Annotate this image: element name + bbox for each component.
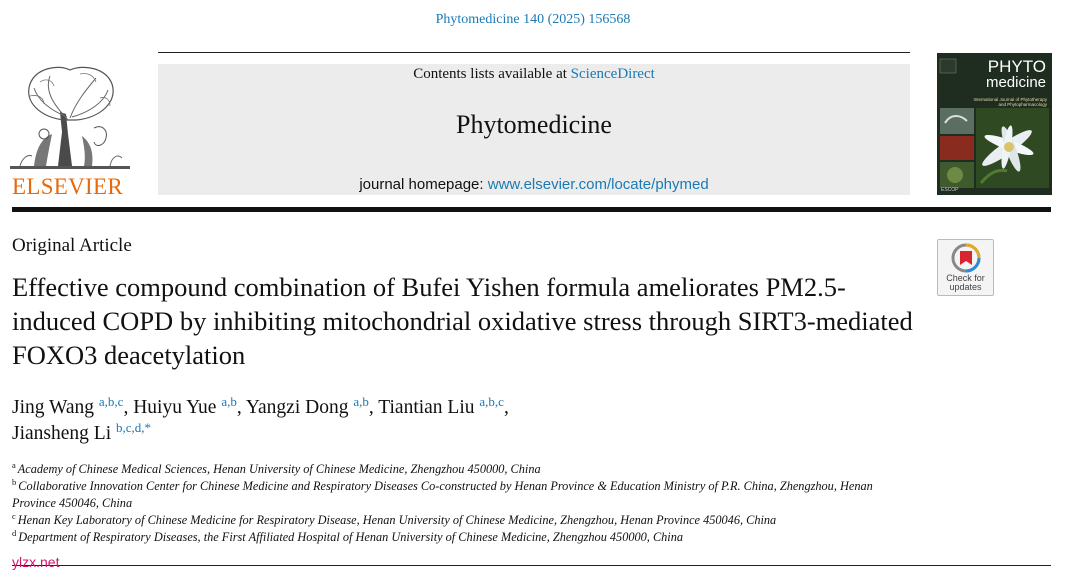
check-for-updates-button[interactable] (937, 239, 994, 296)
affiliation-item: $^c$ Henan Key Laboratory of Chinese Medicine for Respiratory Disease, Henan University of Chinese Medicine, Zhengzhou, Henan Province 450046, China (12, 511, 777, 527)
elsevier-logo[interactable] (10, 62, 132, 198)
contents-line (158, 66, 910, 83)
check-for-updates-label: Check for updates (946, 273, 985, 292)
article-title: Effective compound combination of Bufei Yishen formula ameliorates PM2.5-induced COPD by inhibiting mitochondrial oxidative stress through SIRT3-mediated FOXO3 deacetylation (12, 272, 913, 370)
cover-subtitle: International Journal of Phytotherapy and Phytopharmacology (973, 97, 1047, 107)
affiliation-item: $^a$ Academy of Chinese Medical Sciences, Henan University of Chinese Medicine, Zhengzhou 450000, China (12, 460, 541, 476)
author-affiliation-sup[interactable]: a,b,c (98, 394, 124, 409)
bottom-divider (12, 565, 1051, 566)
author-affiliation-sup[interactable]: a,b,c (479, 394, 504, 409)
cover-footer: ESCOP (941, 187, 959, 193)
crossmark-icon (949, 243, 983, 274)
homepage-line (158, 176, 910, 193)
journal-name[interactable]: Phytomedicine (456, 110, 612, 139)
contents-prefix: Contents lists available at (413, 66, 571, 82)
watermark-text: ylzx.net (12, 554, 60, 570)
affiliation-item: $^b$ Collaborative Innovation Center for Chinese Medicine and Respiratory Diseases Co-constructed by Henan Province & Education Ministry of P.R. China, Zhengzhou, Henan Province 450046, China (12, 477, 873, 510)
author[interactable]: Huiyu Yue $^{a,b}$ (133, 394, 237, 418)
author[interactable]: Tiantian Liu $^{a,b,c}$ (378, 394, 504, 418)
author[interactable]: Jing Wang $^{a,b,c}$ (12, 394, 124, 418)
cover-title-line2: medicine (985, 74, 1046, 91)
author[interactable]: Jiansheng Li $^{b,c,d,*}$ (12, 420, 152, 444)
author-list: Jing Wang $^{a,b,c}$, Huiyu Yue $^{a,b}$, Yangzi Dong $^{a,b}$, Tiantian Liu $^{a,b,c}$, Jiansheng Li $^{b,c,d,*}$ (12, 394, 509, 444)
header-divider (12, 207, 1051, 212)
author-affiliation-sup[interactable]: a,b (353, 394, 369, 409)
sciencedirect-link[interactable]: ScienceDirect (570, 66, 655, 82)
homepage-prefix: journal homepage: (359, 176, 488, 193)
elsevier-wordmark: ELSEVIER (12, 174, 123, 199)
homepage-link[interactable]: www.elsevier.com/locate/phymed (487, 176, 709, 193)
author-affiliation-sup[interactable]: b,c,d,* (115, 420, 152, 435)
top-divider (158, 52, 910, 53)
author[interactable]: Yangzi Dong $^{a,b}$ (245, 394, 369, 418)
affiliation-item: $^d$ Department of Respiratory Diseases, the First Affiliated Hospital of Henan University of Chinese Medicine, Zhengzhou 450000, China (12, 528, 684, 544)
journal-banner (158, 64, 910, 195)
journal-cover-image[interactable] (937, 53, 1052, 195)
cover-title-line1: PHYTO (987, 57, 1046, 76)
author-affiliation-sup[interactable]: a,b (221, 394, 237, 409)
journal-citation[interactable]: Phytomedicine 140 (2025) 156568 (435, 12, 631, 27)
article-type: Original Article (12, 235, 132, 256)
cover-title (986, 59, 1046, 91)
affiliation-list (12, 461, 912, 546)
elsevier-tree-icon (10, 62, 130, 174)
